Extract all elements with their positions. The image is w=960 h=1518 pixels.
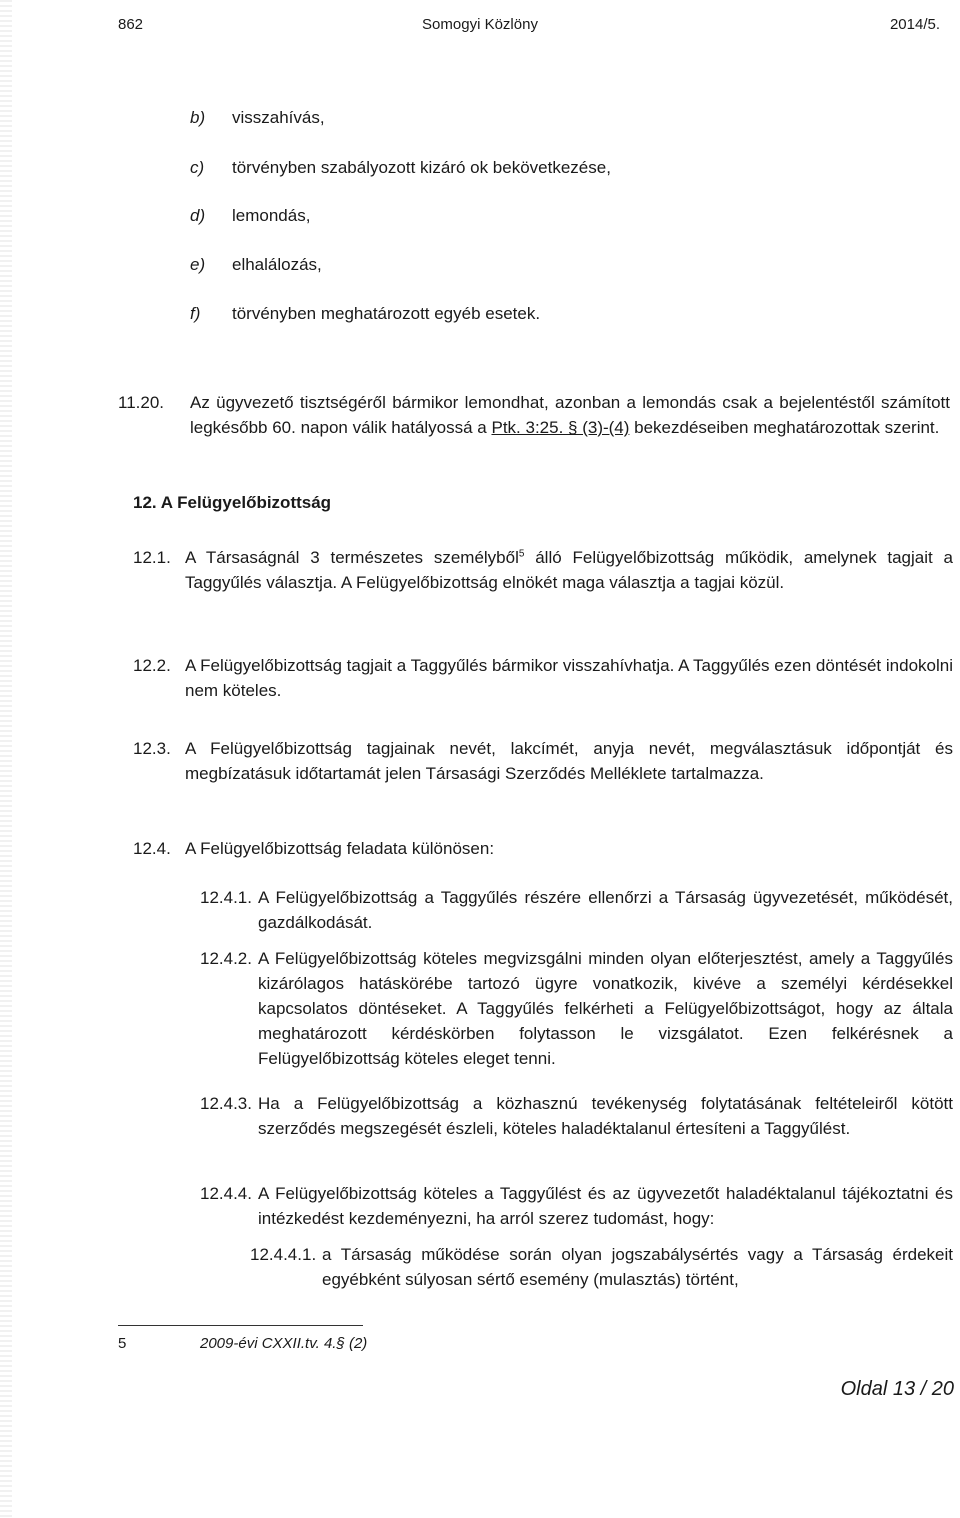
section-number: 12. [133,493,157,512]
list-item-label: e) [190,255,206,274]
paragraph-12-1 [185,545,953,595]
list-item-label: b) [190,108,206,127]
paragraph-number: 12.4.1. [200,888,252,907]
paragraph-12-4-3: Ha a Felügyelőbizottság a közhasznú tevékenység folytatásának feltételeiről kötött szerződés megszegését észleli, köteles haladéktalanul értesíteni a Taggyűlést. [258,1094,953,1138]
scan-edge-noise [0,0,12,1518]
list-item-label: f) [190,304,201,323]
footnote [118,1335,367,1352]
list-item-text: visszahívás, [232,108,325,127]
paragraph-12-3: A Felügyelőbizottság tagjainak nevét, lakcímét, anyja nevét, megválasztásuk időpontját és megbízatásuk időtartamát jelen Társasági Szerződés Melléklete tartalmazza. [185,739,953,783]
footnote-separator [118,1325,363,1326]
paragraph-12-4-4: A Felügyelőbizottság köteles a Taggyűlést és az ügyvezetőt haladéktalanul tájékoztatni és intézkedést kezdeményezni, ha arról szerez tudomást, hogy: [258,1184,953,1228]
paragraph-number: 12.4.4. [200,1184,252,1203]
paragraph-number: 12.4.4.1. [250,1245,317,1264]
list-item [190,105,325,130]
footnote-reference[interactable]: 5 [518,548,525,560]
list-item-text: törvényben szabályozott kizáró ok bekövetkezése, [232,158,611,177]
paragraph-text: álló Felügyelőbizottság működik, amelynek tagjait a Taggyűlés választja. A Felügyelőbizottság elnökét maga választja a tagjai közül. [185,548,953,592]
publication-title: Somogyi Közlöny [422,16,538,33]
paragraph-text: Az ügyvezető tisztségéről bármikor lemondhat, azonban a lemondás csak a bejelentéstől számított legkésőbb 60. napon válik hatályossá a [190,393,950,437]
paragraph-text: bekezdéseiben meghatározottak szerint. [629,418,940,437]
paragraph-text: A Társaságnál 3 természetes személyből [185,548,519,567]
list-item [190,155,611,180]
section-heading [133,490,331,515]
paragraph-number: 12.2. [133,656,171,675]
paragraph-11-20 [190,390,950,440]
issue-number: 2014/5. [889,16,940,33]
list-item [190,301,540,326]
paragraph-number: 12.4.2. [200,949,252,968]
list-item-label: d) [190,206,206,225]
section-title: A Felügyelőbizottság [160,493,332,512]
list-item [190,252,322,277]
paragraph-number: 12.4.3. [200,1094,252,1113]
paragraph-12-4: A Felügyelőbizottság feladata különösen: [185,839,495,858]
list-item-label: c) [190,158,205,177]
paragraph-12-2: A Felügyelőbizottság tagjait a Taggyűlés bármikor visszahívhatja. A Taggyűlés ezen döntését indokolni nem köteles. [185,656,953,700]
list-item-text: törvényben meghatározott egyéb esetek. [232,304,541,323]
footnote-number: 5 [118,1335,127,1352]
paragraph-12-4-2: A Felügyelőbizottság köteles megvizsgálni minden olyan előterjesztést, amely a Taggyűlés kizárólagos hatáskörébe tartozó ügyre vonatkozik, kivéve a személyi kérdésekkel kapcsolatos döntéseket. A Taggyűlés felkérheti a Felügyelőbizottságot, hogy az általa meghatározott kérdéskörben folytasson le vizsgálatot. Ezen felkérésnek a Felügyelőbizottság köteles eleget tenni. [258,949,953,1068]
paragraph-number: 12.3. [133,739,171,758]
page-label: Oldal 13 / 20 [840,1378,954,1400]
paragraph-12-4-4-1: a Társaság működése során olyan jogszabálysértés vagy a Társaság érdekeit egyébként súlyosan sértő esemény (mulasztás) történt, [322,1245,953,1289]
paragraph-12-4-1: A Felügyelőbizottság a Taggyűlés részére ellenőrzi a Társaság ügyvezetését, működését, gazdálkodását. [258,888,953,932]
footnote-text: 2009-évi CXXII.tv. 4.§ (2) [200,1335,368,1352]
list-item [190,203,310,228]
page-number: 862 [118,16,144,33]
paragraph-number: 11.20. [118,393,165,412]
list-item-text: elhalálozás, [232,255,322,274]
list-item-text: lemondás, [232,206,311,225]
ptk-reference-link[interactable]: Ptk. 3:25. § (3)-(4) [491,418,630,437]
paragraph-number: 12.4. [133,839,171,858]
paragraph-number: 12.1. [133,548,171,567]
